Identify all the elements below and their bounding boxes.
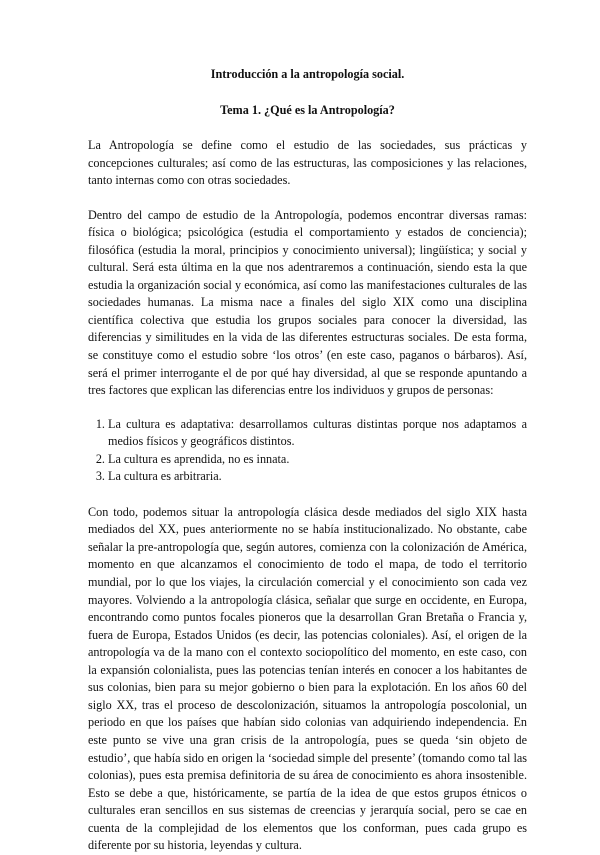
list-item: 3. La cultura es arbitraria. xyxy=(108,468,527,486)
document-subtitle: Tema 1. ¿Qué es la Antropología? xyxy=(220,102,395,117)
paragraph-history: Con todo, podemos situar la antropología clásica desde mediados del siglo XIX hasta mediados del XX, pues anteriormente no se había institucionalizado. No obstante, cabe señalar la pre-antropología que, según autores, comienza con la colonización de América, momento en que alcanzamos el conocimiento de todo el mapa, de todo el territorio mundial, por lo que los viajes, la circulación comercial y el conocimiento son cada vez mayores. Volviendo a la antropología clásica, señalar que surge en occidente, en Europa, encontrando como puntos focales pioneros que la desarrollan Gran Bretaña o Francia y, fuera de Europa, Estados Unidos (es decir, las potencias coloniales). Así, el origen de la antropología va de la mano con el contexto sociopolítico del momento, en este caso, con la expansión colonialista, pues las potencias tenían interés en conocer a los habitantes de sus colonias, bien para su mejor gobierno o bien para la explotación. En los años 60 del siglo XX, tras el proceso de descolonización, situamos la antropología poscolonial, un periodo en que los países que habían sido colonias van adquiriendo independencia. En este punto se vive una gran crisis de la antropología, pues se queda ‘sin objeto de estudio’, que había sido en origen la ‘sociedad simple del presente’ (tomando como tal las colonias), pues esta premisa definitoria de su área de conocimiento es ahora insostenible. Esto se debe a que, históricamente, se partía de la idea de que estos grupos étnicos o culturales eran sencillos en sus sistemas de creencias y jerarquía social, pero se cae en cuenta de la complejidad de los elementos que los conforman, pues cada grupo es diferente por su historia, leyendas y cultura. xyxy=(88,504,527,853)
culture-factors-list xyxy=(88,416,527,486)
paragraph-branches: Dentro del campo de estudio de la Antropología, podemos encontrar diversas ramas: física o biológica; psicológica (estudia el comportamiento y estados de conciencia); filosófica (estudia la moral, principios y conocimiento universal); lingüística; y social y cultural. Será esta última en la que nos adentraremos a continuación, siendo esta la que estudia la organización social y económica, así como las manifestaciones culturales de las sociedades humanas. La misma nace a finales del siglo XIX como una disciplina científica colectiva que estudia los grupos sociales para conocer la diversidad, las diferencias y similitudes en la vida de las diferentes estructuras sociales. De esta forma, se constituye como el estudio sobre ‘los otros’ (en este caso, paganos o bárbaros). Así, será el primer interrogante el de por qué hay diversidad, al que se responde apuntando a tres factores que explican las diferencias entre los individuos y grupos de personas: xyxy=(88,207,527,398)
list-item: 1. La cultura es adaptativa: desarrollamos culturas distintas porque nos adaptamos a medios físicos y geográficos distintos. xyxy=(108,416,527,451)
paragraph-definition: La Antropología se define como el estudio de las sociedades, sus prácticas y concepciones culturales; así como de las estructuras, las composiciones y las relaciones, tanto internas como con otras sociedades. xyxy=(88,138,527,188)
list-item: 2. La cultura es aprendida, no es innata. xyxy=(108,451,527,469)
document-body xyxy=(88,66,527,855)
document-title: Introducción a la antropología social. xyxy=(210,67,405,81)
